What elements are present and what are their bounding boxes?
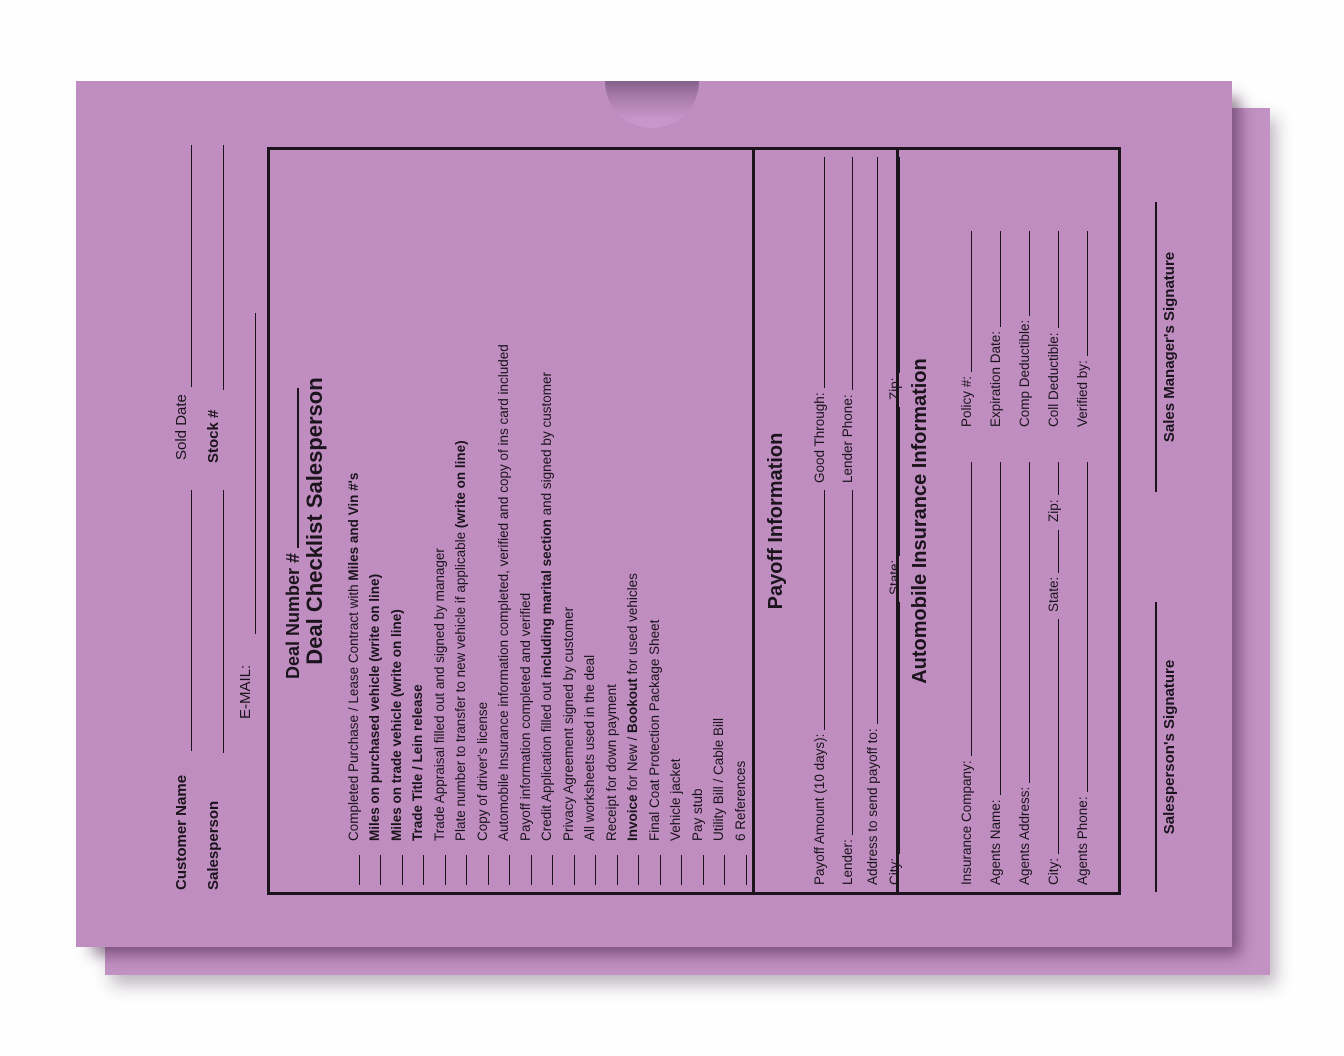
good-through-label: Good Through: [812,392,827,483]
sales-manager-signature-line [1155,202,1157,492]
insurance-state-field [1041,530,1061,612]
item-blank-line [531,855,532,885]
lender-line [852,490,853,835]
sales-manager-signature-label: Sales Manager's Signature [1161,251,1178,443]
payoff-city-label: City: [887,858,902,885]
item-blank-line [445,855,446,885]
checklist-item [385,154,407,885]
verified-by-label: Verified by: [1075,360,1090,427]
good-through-line [824,157,825,388]
insurance-title: Automobile Insurance Information [909,358,931,684]
sold-date-label: Sold Date [173,394,190,460]
checklist-item [514,154,536,885]
item-blank-line [359,855,360,885]
checklist-item [364,154,386,885]
verified-by-field [1070,231,1090,427]
insurance-zip-line [1058,462,1059,495]
deal-number-row [283,388,304,679]
coll-deductible-label: Coll Deductible: [1046,332,1061,427]
expiration-date-field [983,231,1003,427]
checklist-item [557,154,579,885]
checklist-item [471,154,493,885]
insurance-company-label: Insurance Company: [959,760,974,885]
customer-name-line [191,490,192,751]
email-line [255,313,256,634]
checklist-item [579,154,601,885]
email-label: E-MAIL: [237,664,254,719]
payoff-address-field [860,157,880,885]
agents-name-label: Agents Name: [988,799,1003,885]
checklist-item [407,154,429,885]
lender-phone-field [835,157,855,483]
item-text: Automobile Insurance information completed, verified and copy of ins card included [496,344,511,841]
checklist-title: Deal Checklist Salesperson [302,377,327,665]
item-text: Completed Purchase / Lease Contract with Miles and Vin #'s [345,472,361,841]
insurance-zip-field [1041,462,1061,522]
item-blank-line [466,855,467,885]
item-blank-line [724,855,725,885]
payoff-address-label: Address to send payoff to: [865,728,880,885]
item-text: Final Coat Protection Package Sheet [646,619,662,841]
salesperson-signature-label: Salesperson's Signature [1161,659,1178,835]
item-text: Payoff information completed and verified [517,592,533,841]
payoff-amount-line [824,490,825,730]
insurance-zip-label: Zip: [1046,499,1061,522]
agents-address-field [1012,462,1032,885]
agents-phone-line [1087,462,1088,792]
comp-deductible-field [1012,231,1032,427]
item-text: Credit Application filled out including marital section and signed by customer [539,372,554,841]
insurance-city-label: City: [1046,858,1061,885]
checklist-item [342,154,364,885]
good-through-field [807,157,827,483]
payoff-amount-field [807,490,827,885]
payoff-state-label: State: [887,559,902,595]
lender-phone-line [852,157,853,390]
item-text: Vehicle jacket [668,758,683,841]
payoff-zip-label: Zip: [887,377,902,400]
checklist-item [665,154,687,885]
item-blank-line [746,855,747,885]
item-text: Miles on purchased vehicle (write on line) [367,573,382,841]
checklist-item [493,154,515,885]
checklist-item [686,154,708,885]
coll-deductible-field [1041,231,1061,427]
sold-date-line [191,145,192,387]
payoff-amount-label: Payoff Amount (10 days): [812,733,827,885]
deal-form [76,81,1232,947]
item-text: Receipt for down payment [603,684,619,841]
item-text: Trade Title / Lein release [410,684,425,841]
item-blank-line [380,855,381,885]
insurance-city-field [1041,619,1061,885]
checklist-item [622,154,644,885]
policy-number-field [954,231,974,427]
payoff-title: Payoff Information [765,432,787,610]
item-blank-line [681,855,682,885]
expiration-date-label: Expiration Date: [988,330,1003,427]
lender-field [835,490,855,885]
agents-name-line [1000,462,1001,795]
checklist-item [708,154,730,885]
stock-number-line [223,145,224,390]
item-text: Utility Bill / Cable Bill [711,717,726,841]
form-box [267,147,1121,895]
item-text: Copy of driver's license [474,701,490,841]
item-text: Trade Appraisal filled out and signed by manager [431,548,447,841]
payoff-section [755,150,902,892]
item-blank-line [638,855,639,885]
checklist-item [643,154,665,885]
policy-number-label: Policy #: [959,375,974,427]
item-text: All worksheets used in the deal [582,654,597,841]
insurance-section [899,150,1112,892]
item-text: Privacy Agreement signed by customer [560,606,576,841]
agents-name-field [983,462,1003,885]
checklist-section [270,150,755,892]
salesperson-label: Salesperson [205,800,222,890]
item-blank-line [509,855,510,885]
lender-label: Lender: [840,839,855,885]
checklist-item [536,154,558,885]
item-text: Plate number to transfer to new vehicle if applicable (write on line) [453,440,468,841]
stock-number-label: Stock # [205,409,222,463]
item-blank-line [552,855,553,885]
insurance-company-field [954,462,974,885]
salesperson-signature-line [1155,602,1157,892]
item-text: 6 References [732,760,748,841]
item-blank-line [574,855,575,885]
item-blank-line [660,855,661,885]
comp-deductible-line [1029,231,1030,316]
verified-by-line [1087,231,1088,356]
checklist-item [729,154,751,885]
insurance-state-label: State: [1046,576,1061,612]
agents-address-line [1029,462,1030,783]
agents-phone-field [1070,462,1090,885]
lender-phone-label: Lender Phone: [840,394,855,483]
item-blank-line [488,855,489,885]
envelope-front [76,81,1232,947]
checklist-items [342,154,751,885]
item-text: Invoice for New / Bookout for used vehicles [625,573,640,841]
checklist-item [600,154,622,885]
agents-address-label: Agents Address: [1017,786,1032,885]
item-blank-line [617,855,618,885]
item-blank-line [595,855,596,885]
insurance-state-line [1058,530,1059,573]
coll-deductible-line [1058,231,1059,328]
insurance-company-line [971,462,972,756]
item-blank-line [423,855,424,885]
checklist-item [450,154,472,885]
item-blank-line [402,855,403,885]
deal-number-line [283,388,299,548]
payoff-address-line [877,157,878,724]
item-text: Miles on trade vehicle (write on line) [388,609,404,841]
insurance-city-line [1058,619,1059,854]
agents-phone-label: Agents Phone: [1075,796,1090,885]
salesperson-line [223,490,224,753]
expiration-date-line [1000,231,1001,327]
checklist-item [428,154,450,885]
item-text: Pay stub [689,788,705,841]
comp-deductible-label: Comp Deductible: [1017,319,1032,427]
customer-name-label: Customer Name [173,774,190,890]
deal-number-label: Deal Number # [283,552,303,679]
policy-number-line [971,231,972,372]
item-blank-line [703,855,704,885]
